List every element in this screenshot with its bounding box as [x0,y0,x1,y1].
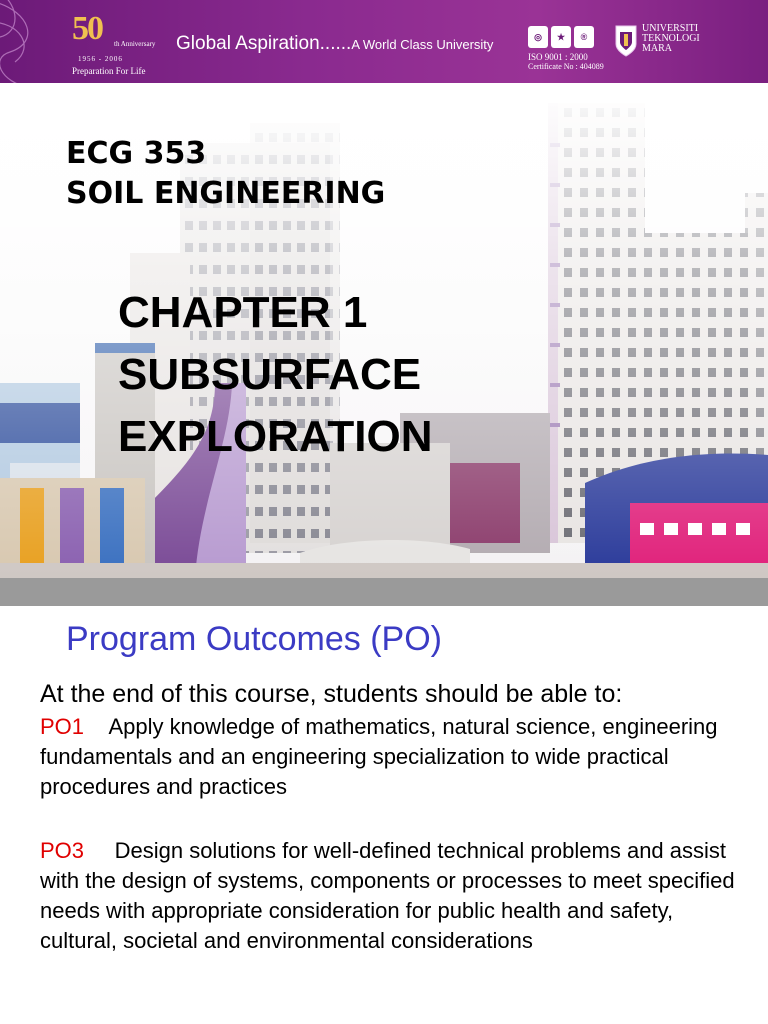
chapter-heading [118,282,433,468]
course-name: SOIL ENGINEERING [66,176,386,211]
chapter-line2: SUBSURFACE [118,350,422,399]
slide-title: Program Outcomes (PO) [66,620,442,658]
university-crest-icon [614,24,638,58]
outcome-text: Apply knowledge of mathematics, natural science, engineering fundamentals and an engineering specialization to wide practical procedures and practices [40,714,718,799]
outcome-code: PO3 [40,838,85,863]
certificate-number: Certificate No : 404089 [528,62,604,71]
outcome-item [40,712,740,802]
outcome-code: PO1 [40,714,85,739]
course-code: ECG 353 [66,136,207,171]
certification-badge-icon: ★ [551,26,571,48]
program-outcomes-slide [0,606,768,1024]
header-banner [0,0,768,83]
chapter-line1: CHAPTER 1 [118,288,368,337]
anniversary-logo [68,10,158,76]
certification-block [528,26,610,71]
swirl-decoration-icon [0,0,50,92]
outcome-text: Design solutions for well-defined technical problems and assist with the design of systems, components or processes to meet specified needs with appropriate consideration for public health and safety, cultural, societal and environmental considerations [40,838,735,953]
tagline [176,33,493,55]
intro-text: At the end of this course, students should be able to: [40,680,623,708]
slide-separator [0,578,768,606]
anniversary-years: 1956 - 2006 [78,55,123,63]
university-name-line2: TEKNOLOGI [642,33,700,44]
university-name-line3: MARA [642,43,673,54]
tagline-sub: A World Class University [351,37,494,52]
anniversary-label: th Anniversary [114,40,156,48]
university-name [642,24,700,54]
chapter-line3: EXPLORATION [118,412,433,461]
course-heading [66,134,385,214]
iso-label: ISO 9001 : 2000 [528,52,588,62]
tagline-main: Global Aspiration...... [176,33,352,54]
anniversary-number: 50 [72,10,102,47]
certification-badge-icon: ® [574,26,594,48]
anniversary-motto: Preparation For Life [72,66,146,76]
certification-badges [528,26,610,48]
outcome-item [40,836,740,956]
university-name-line1: UNIVERSITI [642,23,699,34]
certification-badge-icon: ◎ [528,26,548,48]
